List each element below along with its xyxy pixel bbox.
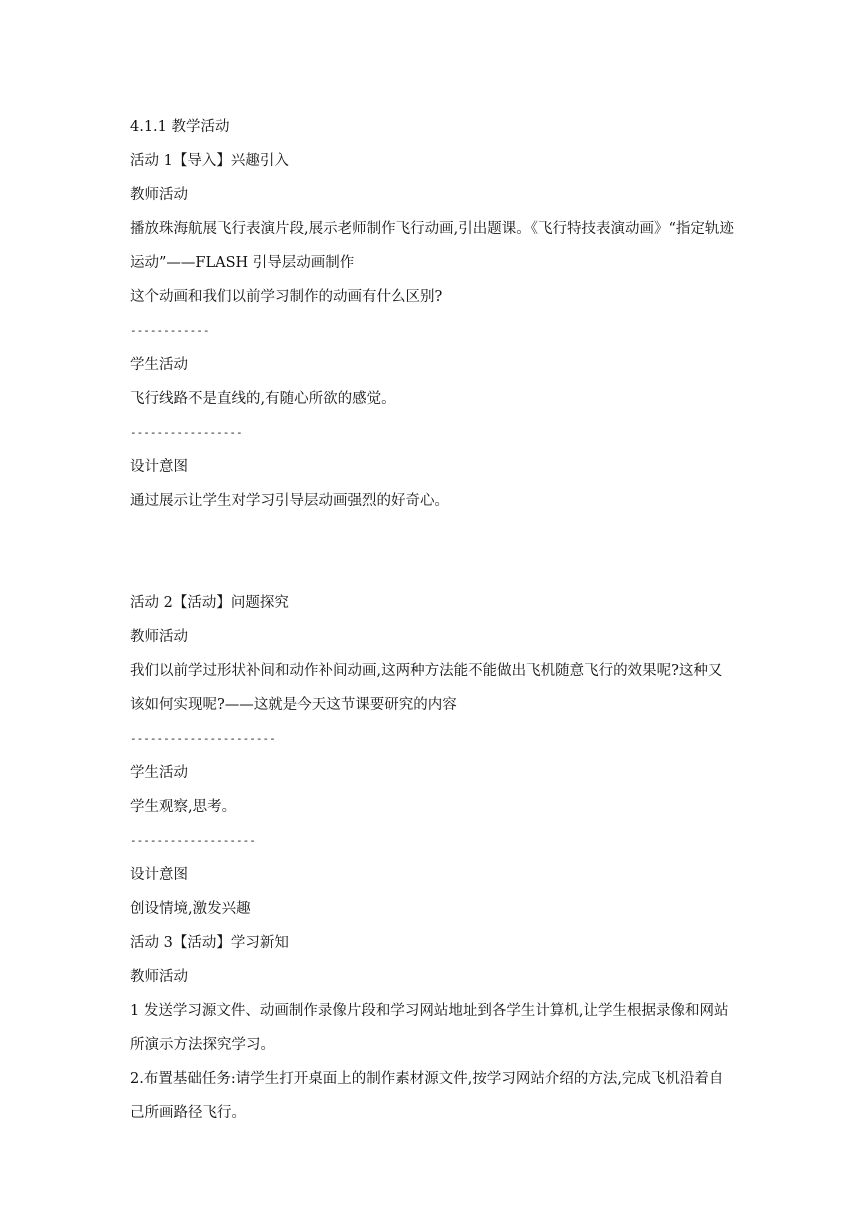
activity-2-design-text: 创设情境,激发兴趣	[130, 901, 251, 917]
activity-1-separator-2: -----------------	[130, 426, 243, 439]
activity-1-teacher-question: 这个动画和我们以前学习制作的动画有什么区别?	[130, 289, 443, 305]
activity-3-teacher-label: 教师活动	[130, 969, 188, 985]
activity-2-teacher-label: 教师活动	[130, 629, 188, 645]
activity-2-teacher-text: 我们以前学过形状补间和动作补间动画,这两种方法能不能做出飞机随意飞行的效果呢?这种又该如何实现呢?——这就是今天这节课要研究的内容	[130, 663, 723, 713]
activity-3-item-1: 1 发送学习源文件、动画制作录像片段和学习网站地址到各学生计算机,让学生根据录像和网站所演示方法探究学习。	[130, 1003, 729, 1053]
activity-2-student-label: 学生活动	[130, 765, 188, 781]
activity-2-title: 活动 2【活动】问题探究	[130, 595, 289, 611]
activity-1-teacher-label: 教师活动	[130, 187, 188, 203]
activity-2-design-label: 设计意图	[130, 867, 188, 883]
activity-1-title: 活动 1【导入】兴趣引入	[130, 153, 289, 169]
section-heading: 4.1.1 教学活动	[130, 119, 230, 135]
activity-1-student-label: 学生活动	[130, 357, 188, 373]
activity-1-student-text: 飞行线路不是直线的,有随心所欲的感觉。	[130, 391, 396, 407]
activity-1-separator-1: ------------	[130, 324, 210, 337]
activity-2-student-text: 学生观察,思考。	[130, 799, 237, 815]
section-gap	[130, 518, 735, 586]
document-body	[130, 110, 735, 1130]
activity-3-title: 活动 3【活动】学习新知	[130, 935, 289, 951]
activity-3-item-2: 2.布置基础任务:请学生打开桌面上的制作素材源文件,按学习网站介绍的方法,完成飞机沿着自己所画路径飞行。	[130, 1071, 724, 1121]
activity-2-separator-1: ----------------------	[130, 732, 276, 745]
activity-1-design-label: 设计意图	[130, 459, 188, 475]
activity-1-teacher-text: 播放珠海航展飞行表演片段,展示老师制作飞行动画,引出题课。《飞行特技表演动画》“指定轨迹运动”——FLASH 引导层动画制作	[130, 221, 734, 271]
activity-2-separator-2: -------------------	[130, 834, 256, 847]
activity-1-design-text: 通过展示让学生对学习引导层动画强烈的好奇心。	[130, 493, 449, 509]
